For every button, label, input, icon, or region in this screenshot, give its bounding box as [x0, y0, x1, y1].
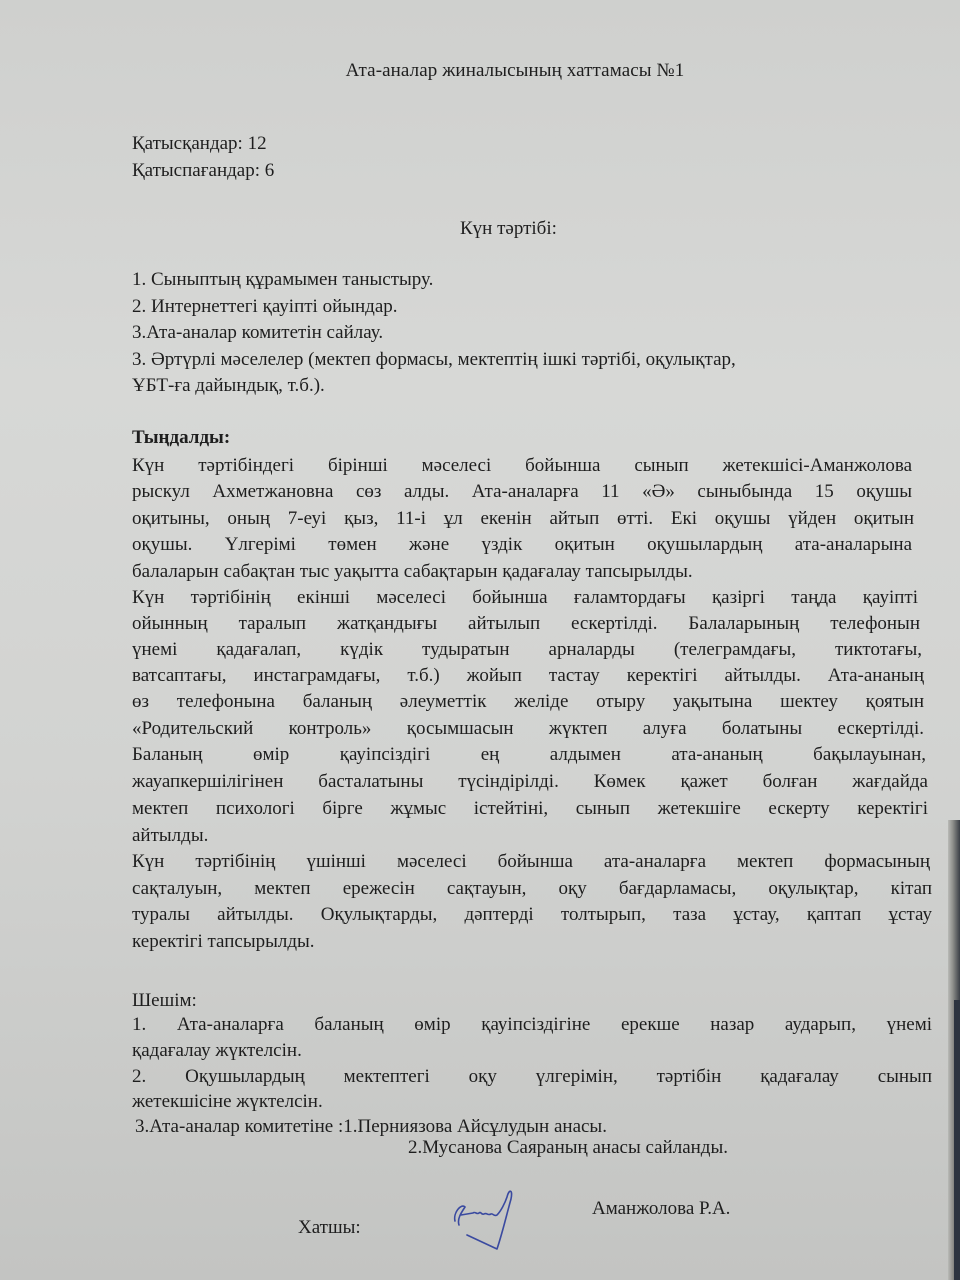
agenda-item: 3. Әртүрлі мәселелер (мектеп формасы, мектептің ішкі тәртібі, оқулықтар,: [132, 349, 736, 370]
heard-line: өз телефонына баланың әлеуметтік желіде отыру уақытына шектеу қоятын: [132, 691, 924, 712]
attendance-absent: Қатыспағандар: 6: [132, 160, 275, 181]
decision-line: қадағалау жүктелсін.: [132, 1040, 302, 1061]
heard-line: керектігі тапсырылды.: [132, 931, 315, 952]
heard-line: рыскул Ахметжановна сөз алды. Ата-аналарға 11 «Ә» сыныбында 15 оқушы: [132, 481, 912, 502]
agenda-heading: Күн тәртібі:: [460, 218, 557, 239]
heard-line: Күн тәртібіндегі бірінші мәселесі бойынша сынып жетекшісі-Аманжолова: [132, 455, 912, 476]
heard-line: мектеп психологі бірге жұмыс істейтіні, сынып жетекшіге ескерту керектігі: [132, 798, 928, 819]
document-title: Ата-аналар жиналысының хаттамасы №1: [345, 60, 685, 81]
heard-line: ойынның таралып жатқандығы айтылып ескертілді. Балаларының телефонын: [132, 613, 920, 634]
heard-line: оқушы. Үлгерімі төмен және үздік оқитын оқушылардың ата-аналарына: [132, 534, 912, 555]
decision-line: 3.Ата-аналар комитетіне :1.Перниязова Айсұлудын анасы.: [135, 1116, 607, 1137]
agenda-item: ҰБТ-ға дайындық, т.б.).: [132, 375, 325, 396]
decision-heading: Шешім:: [132, 990, 197, 1011]
heard-heading: Тыңдалды:: [132, 427, 231, 448]
heard-line: туралы айтылды. Оқулықтарды, дәптерді толтырып, таза ұстау, қаптап ұстау: [132, 904, 932, 925]
heard-line: балаларын сабақтан тыс уақытта сабақтарын қадағалау тапсырылды.: [132, 561, 693, 582]
decision-line: 1. Ата-аналарға баланың өмір қауіпсіздігіне ерекше назар аударып, үнемі: [132, 1014, 932, 1035]
decision-line: 2.Мусанова Саяраның анасы сайланды.: [408, 1137, 728, 1158]
agenda-item: 2. Интернеттегі қауіпті ойындар.: [132, 296, 398, 317]
agenda-item: 1. Сыныптың құрамымен таныстыру.: [132, 269, 434, 290]
attendance-present: Қатысқандар: 12: [132, 133, 267, 154]
heard-line: сақталуын, мектеп ережесін сақтауын, оқу бағдарламасы, оқулықтар, кітап: [132, 878, 932, 899]
decision-line: жетекшісіне жүктелсін.: [132, 1091, 323, 1112]
heard-line: ватсаптағы, инстаграмдағы, т.б.) жойып тастау керектігі айтылды. Ата-ананың: [132, 665, 924, 686]
heard-line: Күн тәртібінің екінші мәселесі бойынша ғаламтордағы қазіргі таңда қауіпті: [132, 587, 918, 608]
secretary-label: Хатшы:: [298, 1217, 361, 1238]
signature-icon: [447, 1183, 527, 1253]
heard-line: айтылды.: [132, 825, 209, 846]
heard-line: оқитыны, оның 7-еуі қыз, 11-і ұл екенін айтып өтті. Екі оқушы үйден оқитын: [132, 508, 914, 529]
heard-line: үнемі қадағалап, күдік тудыратын арналарды (телеграмдағы, тиктотағы,: [132, 639, 922, 660]
heard-line: Күн тәртібінің үшінші мәселесі бойынша ата-аналарға мектеп формасының: [132, 851, 930, 872]
heard-line: жауапкершілігінен басталатыны түсіндірілді. Көмек қажет болған жағдайда: [132, 771, 928, 792]
heard-line: Баланың өмір қауіпсіздігі ең алдымен ата-ананың бақылауынан,: [132, 744, 926, 765]
agenda-item: 3.Ата-аналар комитетін сайлау.: [132, 322, 384, 343]
heard-line: «Родительский контроль» қосымшасын жүктеп алуға болатыны ескертілді.: [132, 718, 924, 739]
decision-line: 2. Оқушылардың мектептегі оқу үлгерімін, тәртібін қадағалау сынып: [132, 1066, 932, 1087]
secretary-name: Аманжолова Р.А.: [592, 1198, 731, 1219]
